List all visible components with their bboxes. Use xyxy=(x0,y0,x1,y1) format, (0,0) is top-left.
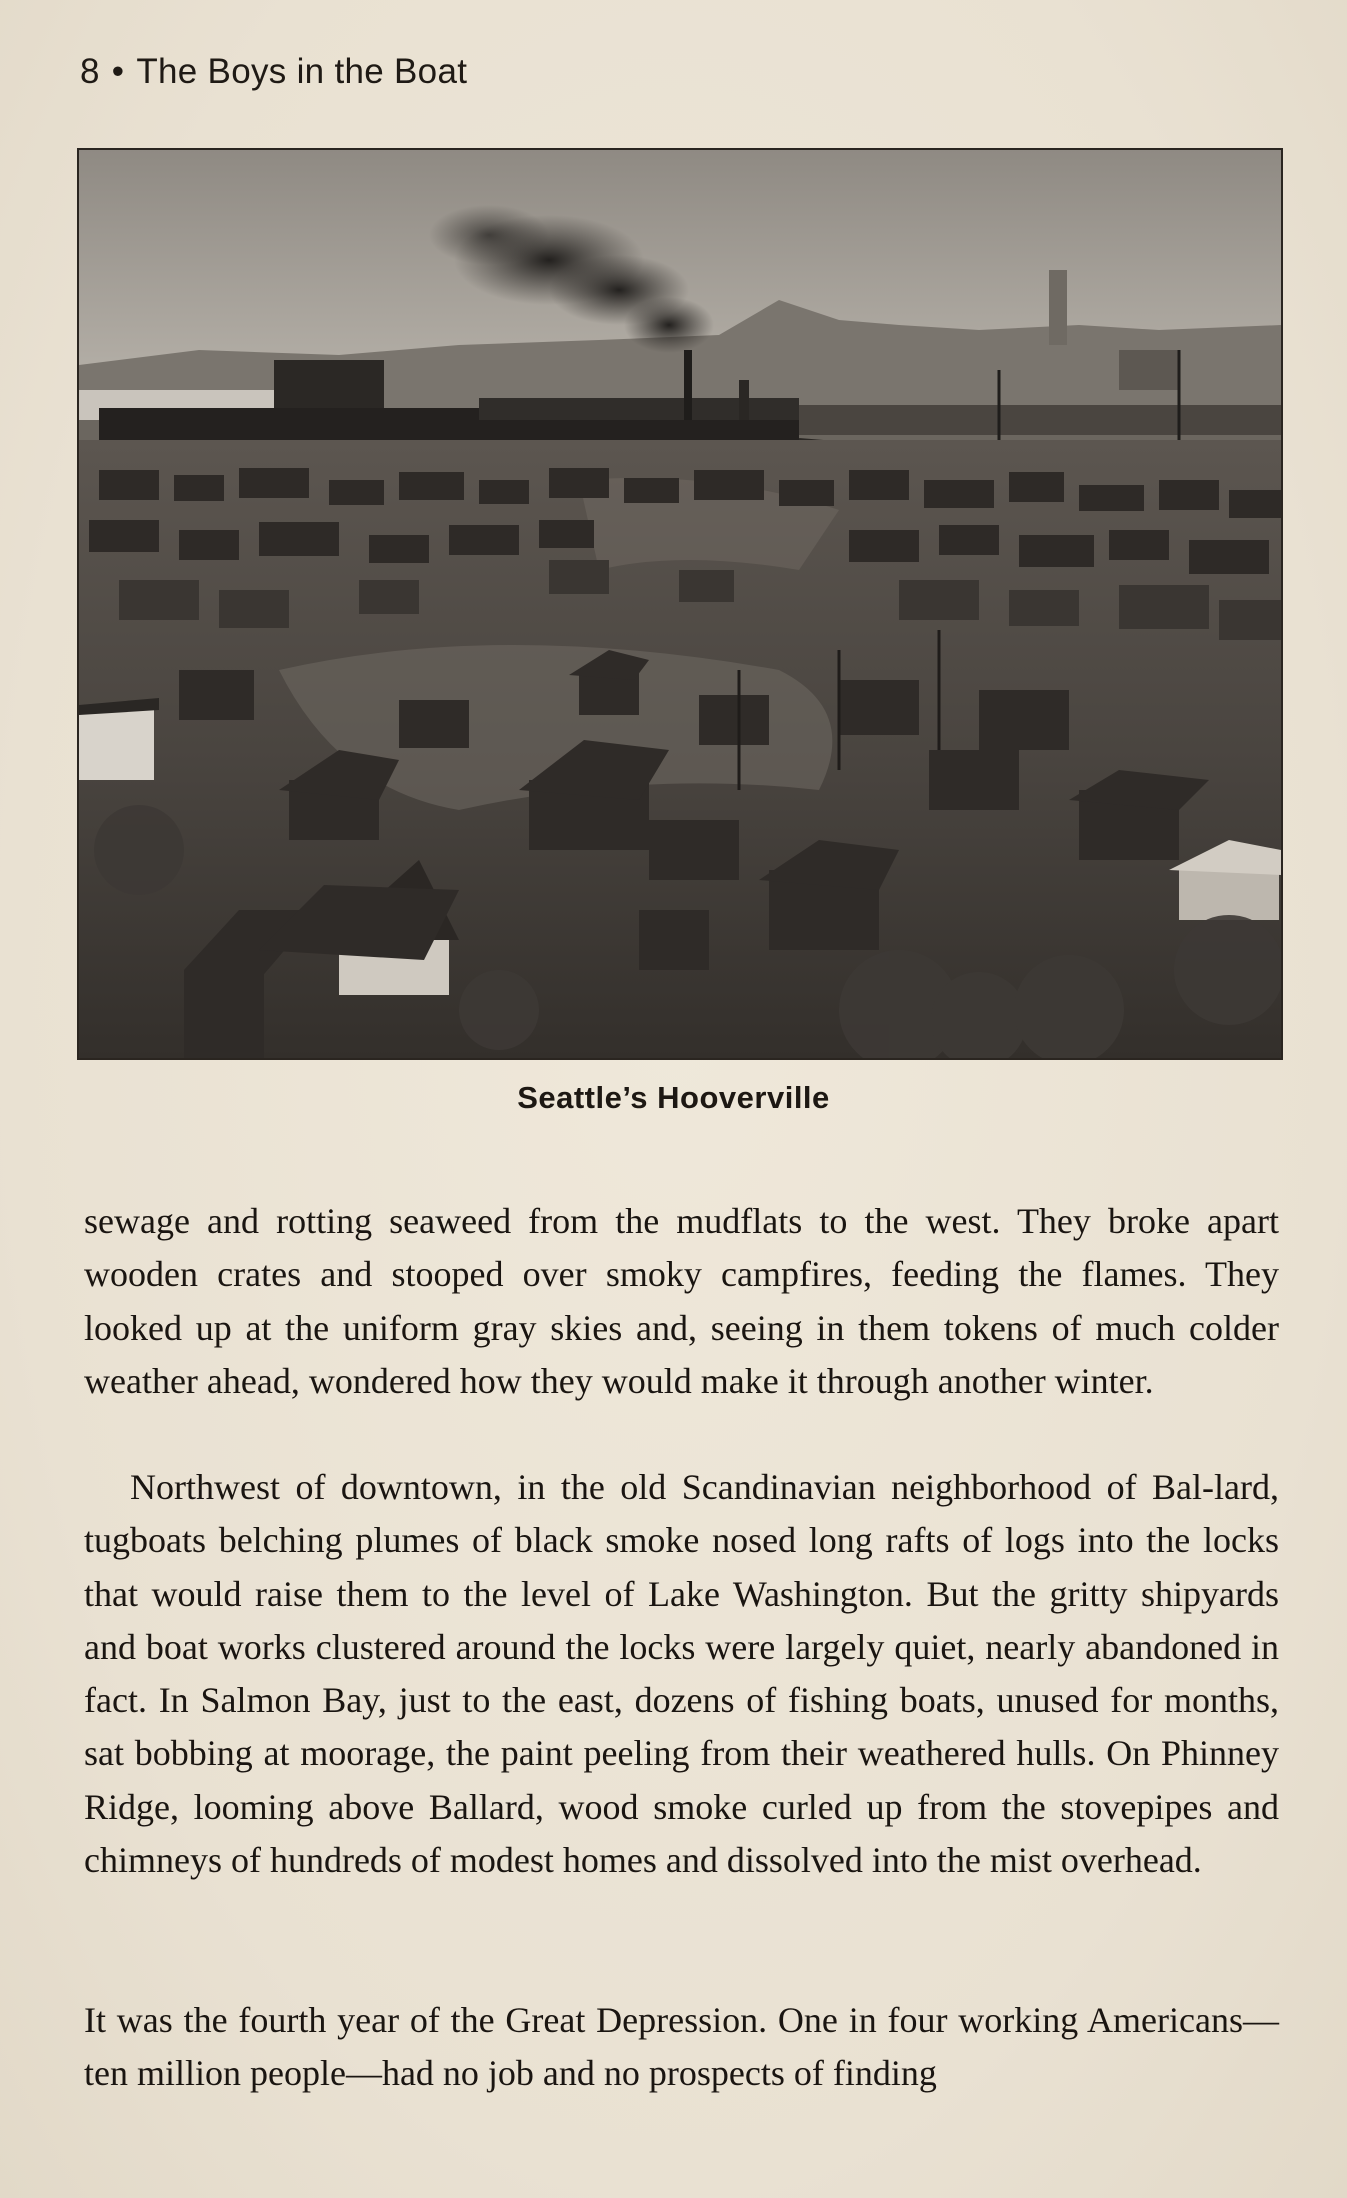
hooverville-photograph xyxy=(77,148,1283,1060)
paragraph-3: It was the fourth year of the Great Depression. One in four working Americans—ten million people—had no job and no prospects of finding xyxy=(84,2000,1279,2094)
page-number: 8 xyxy=(80,52,100,91)
paragraph-2: Northwest of downtown, in the old Scandinavian neighborhood of Bal-lard, tugboats belching plumes of black smoke nosed long rafts of logs into the locks that would raise them to the level of Lake Washington. But the gritty shipyards and boat works clustered around the locks were largely quiet, nearly abandoned in fact. In Salmon Bay, just to the east, dozens of fishing boats, unused for months, sat bobbing at moorage, the paint peeling from their weathered hulls. On Phinney Ridge, looming above Ballard, wood smoke curled up from the stovepipes and chimneys of hundreds of modest homes and dissolved into the mist overhead. xyxy=(84,1467,1279,1881)
header-separator: • xyxy=(111,52,125,91)
paragraph-1: sewage and rotting seaweed from the mudflats to the west. They broke apart wooden crates and stooped over smoky campfires, feeding the flames. They looked up at the uniform gray skies and, seeing in them tokens of much colder weather ahead, wondered how they would make it through another winter. xyxy=(84,1201,1279,1401)
book-title: The Boys in the Boat xyxy=(136,52,468,91)
running-head xyxy=(80,52,467,92)
photo-caption: Seattle’s Hooverville xyxy=(517,1080,830,1115)
